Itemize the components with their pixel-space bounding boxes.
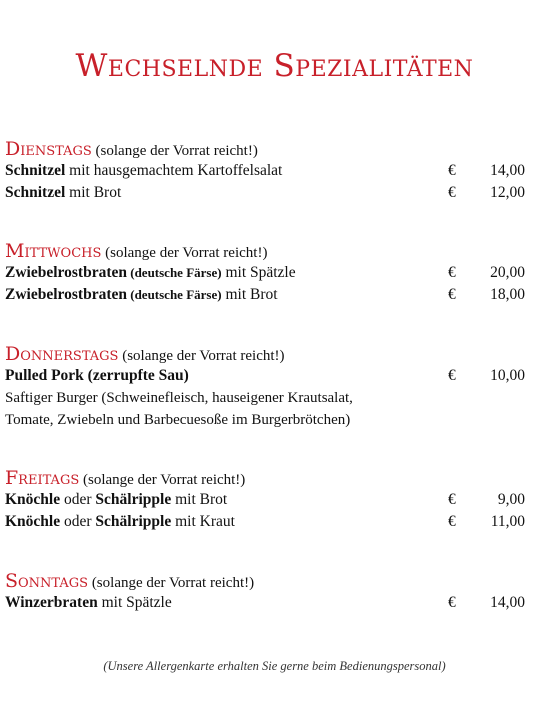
item-name: Zwiebelrostbraten bbox=[5, 264, 127, 281]
item-price: 18,00 bbox=[490, 286, 525, 303]
section-dienstags bbox=[5, 138, 525, 204]
currency-symbol: € bbox=[448, 367, 456, 384]
item-detail: mit Brot bbox=[221, 286, 278, 303]
currency-symbol: € bbox=[448, 594, 456, 611]
item-price: 14,00 bbox=[490, 162, 525, 179]
item-name-alt: Schälripple bbox=[95, 513, 172, 530]
day-name: Sonntags bbox=[5, 570, 89, 592]
item-connector: oder bbox=[60, 513, 96, 530]
day-note: (solange der Vorrat reicht!) bbox=[105, 245, 268, 261]
currency-symbol: € bbox=[448, 286, 456, 303]
item-description: Tomate, Zwiebeln und Barbecuesoße im Burgerbrötchen) bbox=[5, 412, 351, 428]
item-description: Saftiger Burger (Schweinefleisch, hauseigener Krautsalat, bbox=[5, 390, 353, 406]
item-origin: (deutsche Färse) bbox=[126, 265, 222, 280]
allergen-footer-note: (Unsere Allergenkarte erhalten Sie gerne beim Bedienungspersonal) bbox=[103, 659, 446, 673]
item-price: 11,00 bbox=[490, 513, 525, 530]
item-detail: mit Spätzle bbox=[97, 594, 172, 611]
item-name: Zwiebelrostbraten bbox=[5, 286, 127, 303]
day-name: Mittwochs bbox=[5, 240, 102, 262]
item-detail: mit Spätzle bbox=[221, 264, 296, 281]
item-name: Pulled Pork (zerrupfte Sau) bbox=[5, 367, 189, 384]
menu-item bbox=[5, 511, 525, 533]
section-donnerstags bbox=[5, 343, 525, 431]
item-price: 10,00 bbox=[490, 367, 525, 384]
menu-item bbox=[5, 160, 525, 182]
section-sonntags bbox=[5, 570, 525, 614]
item-price: 20,00 bbox=[490, 264, 525, 281]
menu-item bbox=[5, 365, 525, 387]
item-name: Schnitzel bbox=[5, 184, 66, 201]
menu-item bbox=[5, 182, 525, 204]
item-name: Knöchle bbox=[5, 491, 61, 508]
item-detail: mit Kraut bbox=[171, 513, 235, 530]
item-name-alt: Schälripple bbox=[95, 491, 172, 508]
currency-symbol: € bbox=[448, 162, 456, 179]
menu-item bbox=[5, 592, 525, 614]
menu-item bbox=[5, 489, 525, 511]
day-name: Dienstags bbox=[5, 138, 92, 160]
currency-symbol: € bbox=[448, 184, 456, 201]
currency-symbol: € bbox=[448, 264, 456, 281]
item-detail: mit Brot bbox=[171, 491, 228, 508]
menu-item bbox=[5, 284, 525, 306]
item-detail: mit Brot bbox=[65, 184, 122, 201]
currency-symbol: € bbox=[448, 513, 456, 530]
item-connector: oder bbox=[60, 491, 96, 508]
item-name: Knöchle bbox=[5, 513, 61, 530]
currency-symbol: € bbox=[448, 491, 456, 508]
day-note: (solange der Vorrat reicht!) bbox=[95, 143, 258, 159]
item-origin: (deutsche Färse) bbox=[126, 287, 222, 302]
section-mittwochs bbox=[5, 240, 525, 306]
item-name: Winzerbraten bbox=[5, 594, 98, 611]
item-detail: mit hausgemachtem Kartoffelsalat bbox=[65, 162, 283, 179]
day-note: (solange der Vorrat reicht!) bbox=[122, 348, 285, 364]
item-price: 14,00 bbox=[490, 594, 525, 611]
day-name: Donnerstags bbox=[5, 343, 119, 365]
day-note: (solange der Vorrat reicht!) bbox=[83, 472, 246, 488]
menu-item bbox=[5, 262, 525, 284]
day-name: Freitags bbox=[5, 467, 80, 489]
section-freitags bbox=[5, 467, 525, 533]
item-price: 9,00 bbox=[497, 491, 525, 508]
item-name: Schnitzel bbox=[5, 162, 66, 179]
day-note: (solange der Vorrat reicht!) bbox=[91, 575, 255, 591]
item-price: 12,00 bbox=[490, 184, 525, 201]
page-title: Wechselnde Spezialitäten bbox=[75, 48, 474, 84]
